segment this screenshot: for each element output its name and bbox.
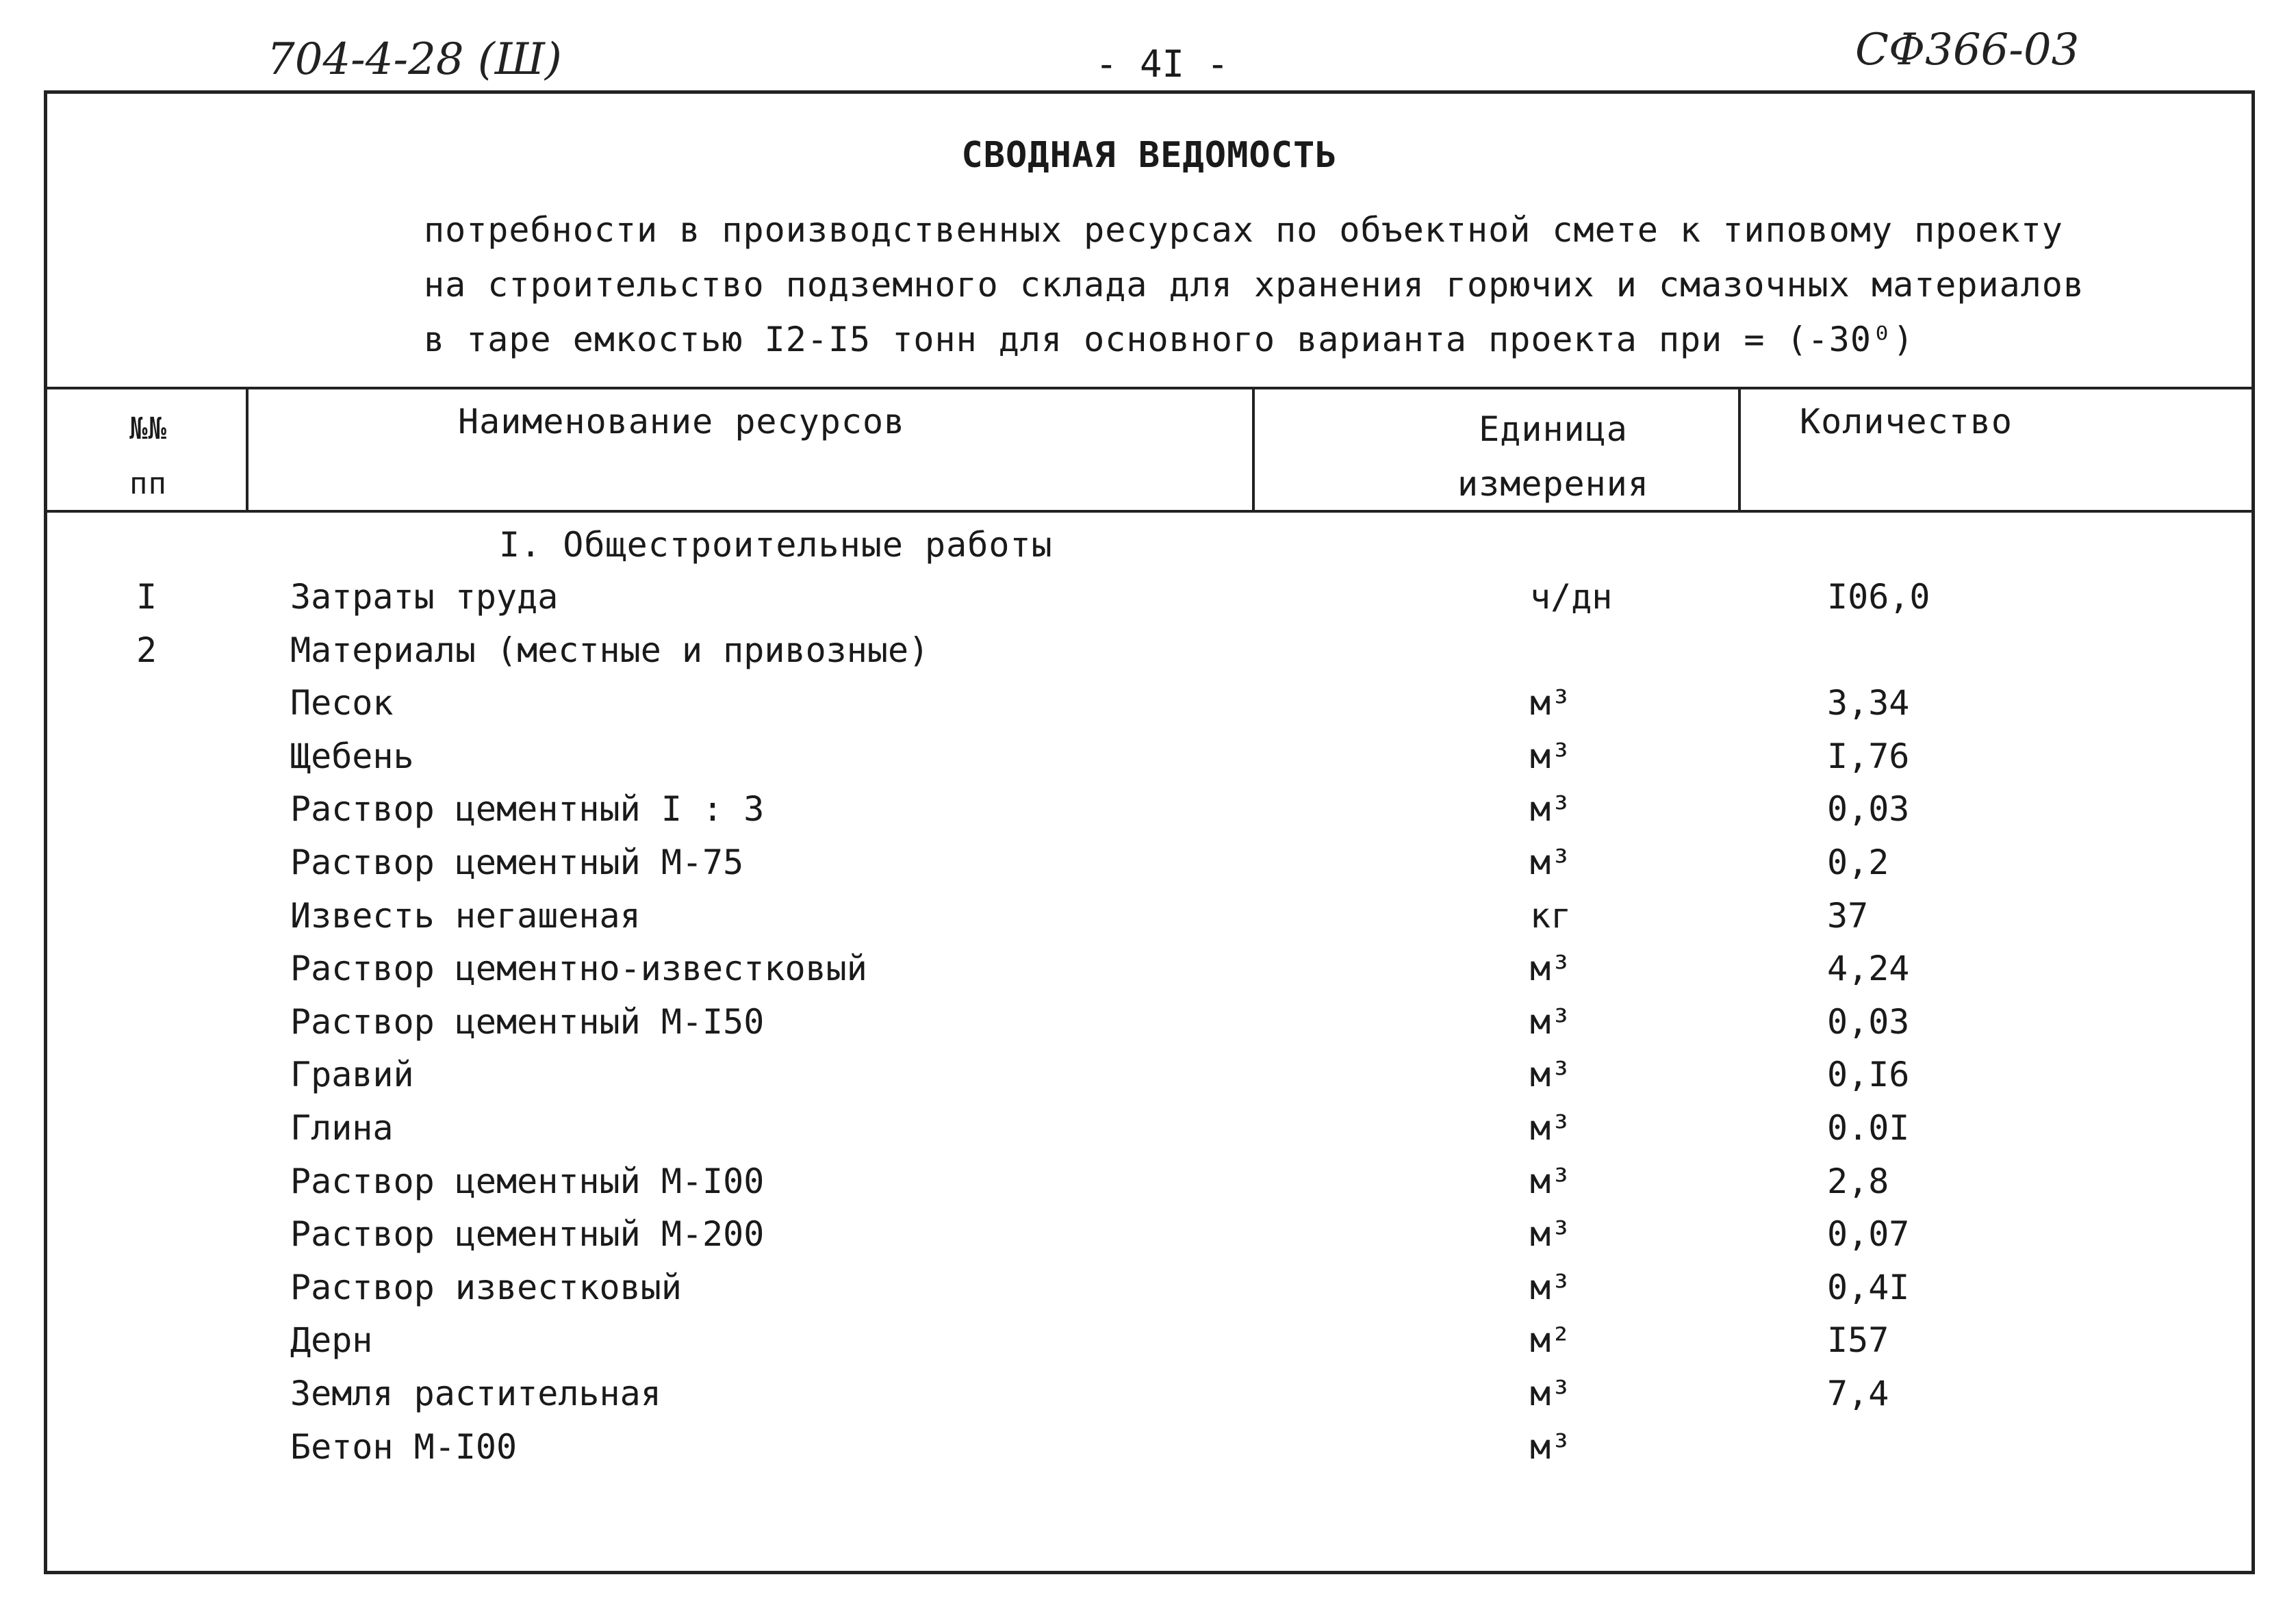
document-frame: [44, 90, 2255, 1574]
document-title: СВОДНАЯ ВЕДОМОСТЬ: [961, 135, 1338, 176]
row-quantity: 3,34: [1827, 683, 1910, 723]
header-unit: Единица измерения: [1457, 409, 1649, 504]
row-name: Дерн: [290, 1320, 373, 1360]
row-unit: м³: [1530, 1055, 1572, 1094]
section-title: I. Общестроительные работы: [499, 525, 1053, 565]
row-unit: м³: [1530, 736, 1572, 776]
row-name: Гравий: [290, 1055, 414, 1094]
row-name: Земля растительная: [290, 1374, 661, 1413]
row-name: Раствор цементно-известковый: [290, 949, 867, 988]
row-unit: м³: [1530, 1162, 1572, 1201]
row-unit: м³: [1530, 1108, 1572, 1148]
right-code: СФ366-03: [1855, 25, 2080, 75]
page-number: - 4I -: [1095, 42, 1229, 86]
row-quantity: 7,4: [1827, 1374, 1889, 1413]
row-name: Щебень: [290, 736, 414, 776]
subtitle-line-2: на строительство подземного склада для хранения горючих и смазочных материалов: [424, 265, 2084, 305]
row-unit: м³: [1530, 1427, 1572, 1467]
left-code: 704-4-28 (Ш): [267, 34, 562, 85]
subtitle-line-3: в таре емкостью I2-I5 тонн для основного варианта проекта при = (-30⁰): [424, 320, 1915, 359]
row-number: 2: [136, 630, 157, 670]
row-quantity: 4,24: [1827, 949, 1910, 988]
row-name: Раствор цементный М-I50: [290, 1002, 765, 1042]
row-quantity: 2,8: [1827, 1162, 1889, 1201]
col-divider-3: [1738, 387, 1741, 513]
row-unit: ч/дн: [1530, 577, 1613, 617]
row-unit: м³: [1530, 1214, 1572, 1254]
row-quantity: 0,07: [1827, 1214, 1910, 1254]
row-quantity: 37: [1827, 896, 1869, 936]
header-name: Наименование ресурсов: [458, 402, 906, 441]
row-unit: м³: [1530, 1374, 1572, 1413]
row-unit: м³: [1530, 683, 1572, 723]
row-quantity: I06,0: [1827, 577, 1930, 617]
row-quantity: 0,03: [1827, 1002, 1910, 1042]
row-name: Известь негашеная: [290, 896, 641, 936]
row-quantity: 0.0I: [1827, 1108, 1910, 1148]
row-name: Материалы (местные и привозные): [290, 630, 930, 670]
row-name: Бетон М-I00: [290, 1427, 518, 1467]
header-bottom-border: [47, 510, 2252, 513]
col-divider-2: [1252, 387, 1255, 513]
header-qty: Количество: [1800, 402, 2013, 441]
row-quantity: 0,2: [1827, 843, 1889, 882]
row-unit: м³: [1530, 949, 1572, 988]
row-quantity: 0,I6: [1827, 1055, 1910, 1094]
row-unit: м³: [1530, 1268, 1572, 1307]
row-unit: м³: [1530, 789, 1572, 829]
row-quantity: I,76: [1827, 736, 1910, 776]
table-top-border: [47, 387, 2252, 389]
row-name: Затраты труда: [290, 577, 559, 617]
row-name: Глина: [290, 1108, 394, 1148]
row-quantity: I57: [1827, 1320, 1889, 1360]
row-unit: кг: [1530, 896, 1572, 936]
row-name: Песок: [290, 683, 394, 723]
row-name: Раствор известковый: [290, 1268, 682, 1307]
row-name: Раствор цементный I : 3: [290, 789, 765, 829]
row-quantity: 0,4I: [1827, 1268, 1910, 1307]
header-num: №№ пп: [129, 411, 167, 501]
row-unit: м³: [1530, 843, 1572, 882]
row-number: I: [136, 577, 157, 617]
subtitle-line-1: потребности в производственных ресурсах по объектной смете к типовому проекту: [424, 210, 2063, 250]
row-quantity: 0,03: [1827, 789, 1910, 829]
row-name: Раствор цементный М-200: [290, 1214, 765, 1254]
row-unit: м²: [1530, 1320, 1572, 1360]
col-divider-1: [246, 387, 248, 513]
row-unit: м³: [1530, 1002, 1572, 1042]
row-name: Раствор цементный М-I00: [290, 1162, 765, 1201]
row-name: Раствор цементный М-75: [290, 843, 744, 882]
